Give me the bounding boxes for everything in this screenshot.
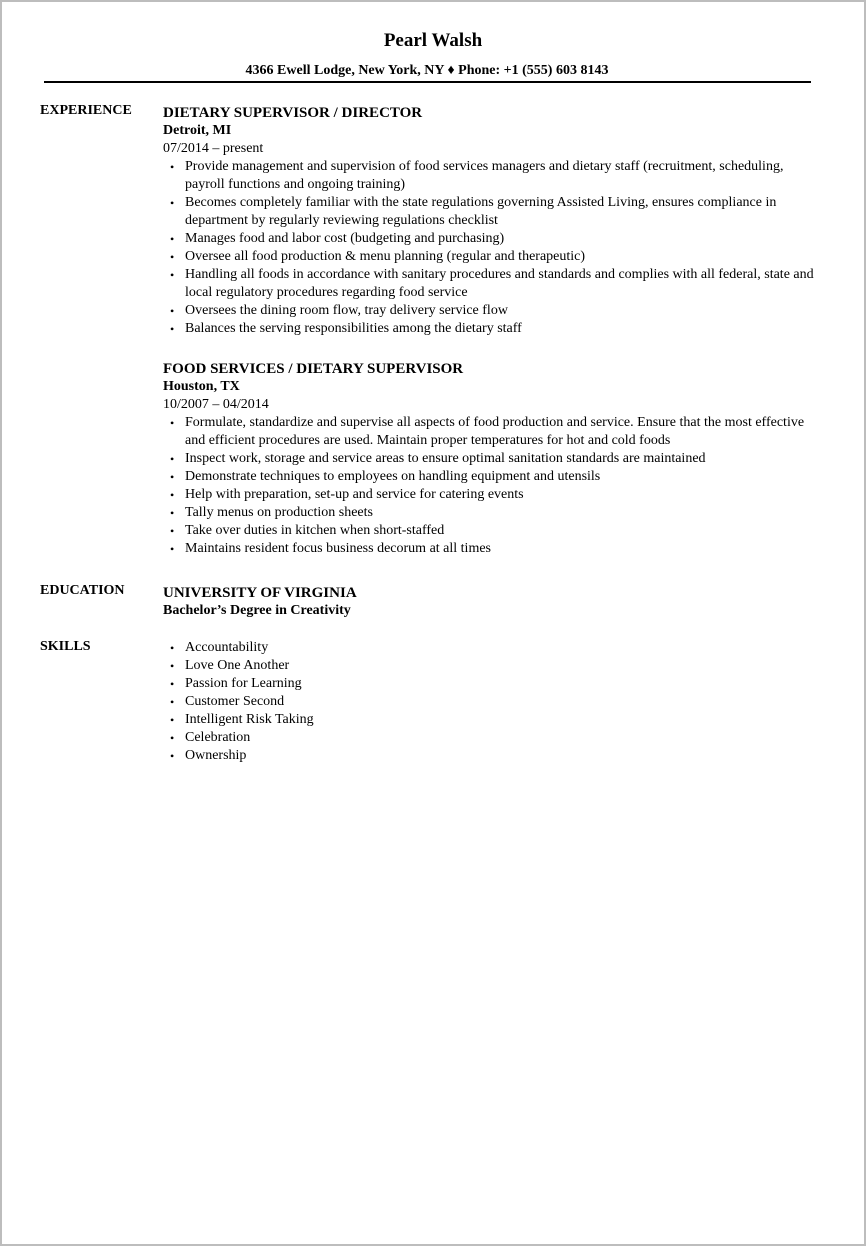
list-item: • Accountability	[185, 639, 823, 657]
header-divider	[44, 81, 811, 83]
list-item: • Take over duties in kitchen when short-staffed	[185, 522, 823, 540]
list-item: • Formulate, standardize and supervise all aspects of food production and service. Ensure that the most effective and efficient procedures are used. Maintain proper temperatures for hot and cold foods	[185, 414, 823, 450]
list-item: • Inspect work, storage and service areas to ensure optimal sanitation standards are maintained	[185, 450, 823, 468]
job-dates: 10/2007 – 04/2014	[163, 397, 269, 412]
school-name: UNIVERSITY OF VIRGINIA	[163, 585, 357, 601]
skills-list	[163, 639, 823, 765]
list-item: • Ownership	[185, 747, 823, 765]
job-dates: 07/2014 – present	[163, 141, 264, 156]
list-item: • Intelligent Risk Taking	[185, 711, 823, 729]
list-item: • Handling all foods in accordance with sanitary procedures and standards and complies with all federal, state and local regulatory procedures regarding food service	[185, 266, 823, 302]
list-item: • Passion for Learning	[185, 675, 823, 693]
education-entry	[163, 584, 823, 620]
list-item: • Tally menus on production sheets	[185, 504, 823, 522]
job-location: Houston, TX	[163, 379, 240, 394]
list-item: • Balances the serving responsibilities among the dietary staff	[185, 320, 823, 338]
job-entry	[163, 360, 823, 558]
candidate-name: Pearl Walsh	[383, 30, 483, 51]
list-item: • Maintains resident focus business decorum at all times	[185, 540, 823, 558]
list-item: • Demonstrate techniques to employees on handling equipment and utensils	[185, 468, 823, 486]
list-item: • Provide management and supervision of food services managers and dietary staff (recruitment, scheduling, payroll functions and ongoing training)	[185, 158, 823, 194]
job-bullets	[163, 158, 823, 338]
list-item: • Oversees the dining room flow, tray delivery service flow	[185, 302, 823, 320]
job-title: FOOD SERVICES / DIETARY SUPERVISOR	[163, 361, 464, 377]
job-entry	[163, 104, 823, 338]
list-item: • Customer Second	[185, 693, 823, 711]
job-location: Detroit, MI	[163, 123, 232, 138]
contact-line: 4366 Ewell Lodge, New York, NY ♦ Phone: +1 (555) 603 8143	[245, 63, 609, 78]
section-title-education: EDUCATION	[40, 583, 125, 598]
list-item: • Oversee all food production & menu planning (regular and therapeutic)	[185, 248, 823, 266]
list-item: • Manages food and labor cost (budgeting and purchasing)	[185, 230, 823, 248]
list-item: • Celebration	[185, 729, 823, 747]
job-title: DIETARY SUPERVISOR / DIRECTOR	[163, 105, 423, 121]
skills-entry	[163, 639, 823, 765]
list-item: • Love One Another	[185, 657, 823, 675]
list-item: • Becomes completely familiar with the state regulations governing Assisted Living, ensures compliance in department by regularly reviewing regulations checklist	[185, 194, 823, 230]
list-item: • Help with preparation, set-up and service for catering events	[185, 486, 823, 504]
section-title-experience: EXPERIENCE	[40, 103, 132, 118]
degree: Bachelor’s Degree in Creativity	[163, 603, 351, 618]
job-bullets	[163, 414, 823, 558]
section-title-skills: SKILLS	[40, 639, 91, 654]
